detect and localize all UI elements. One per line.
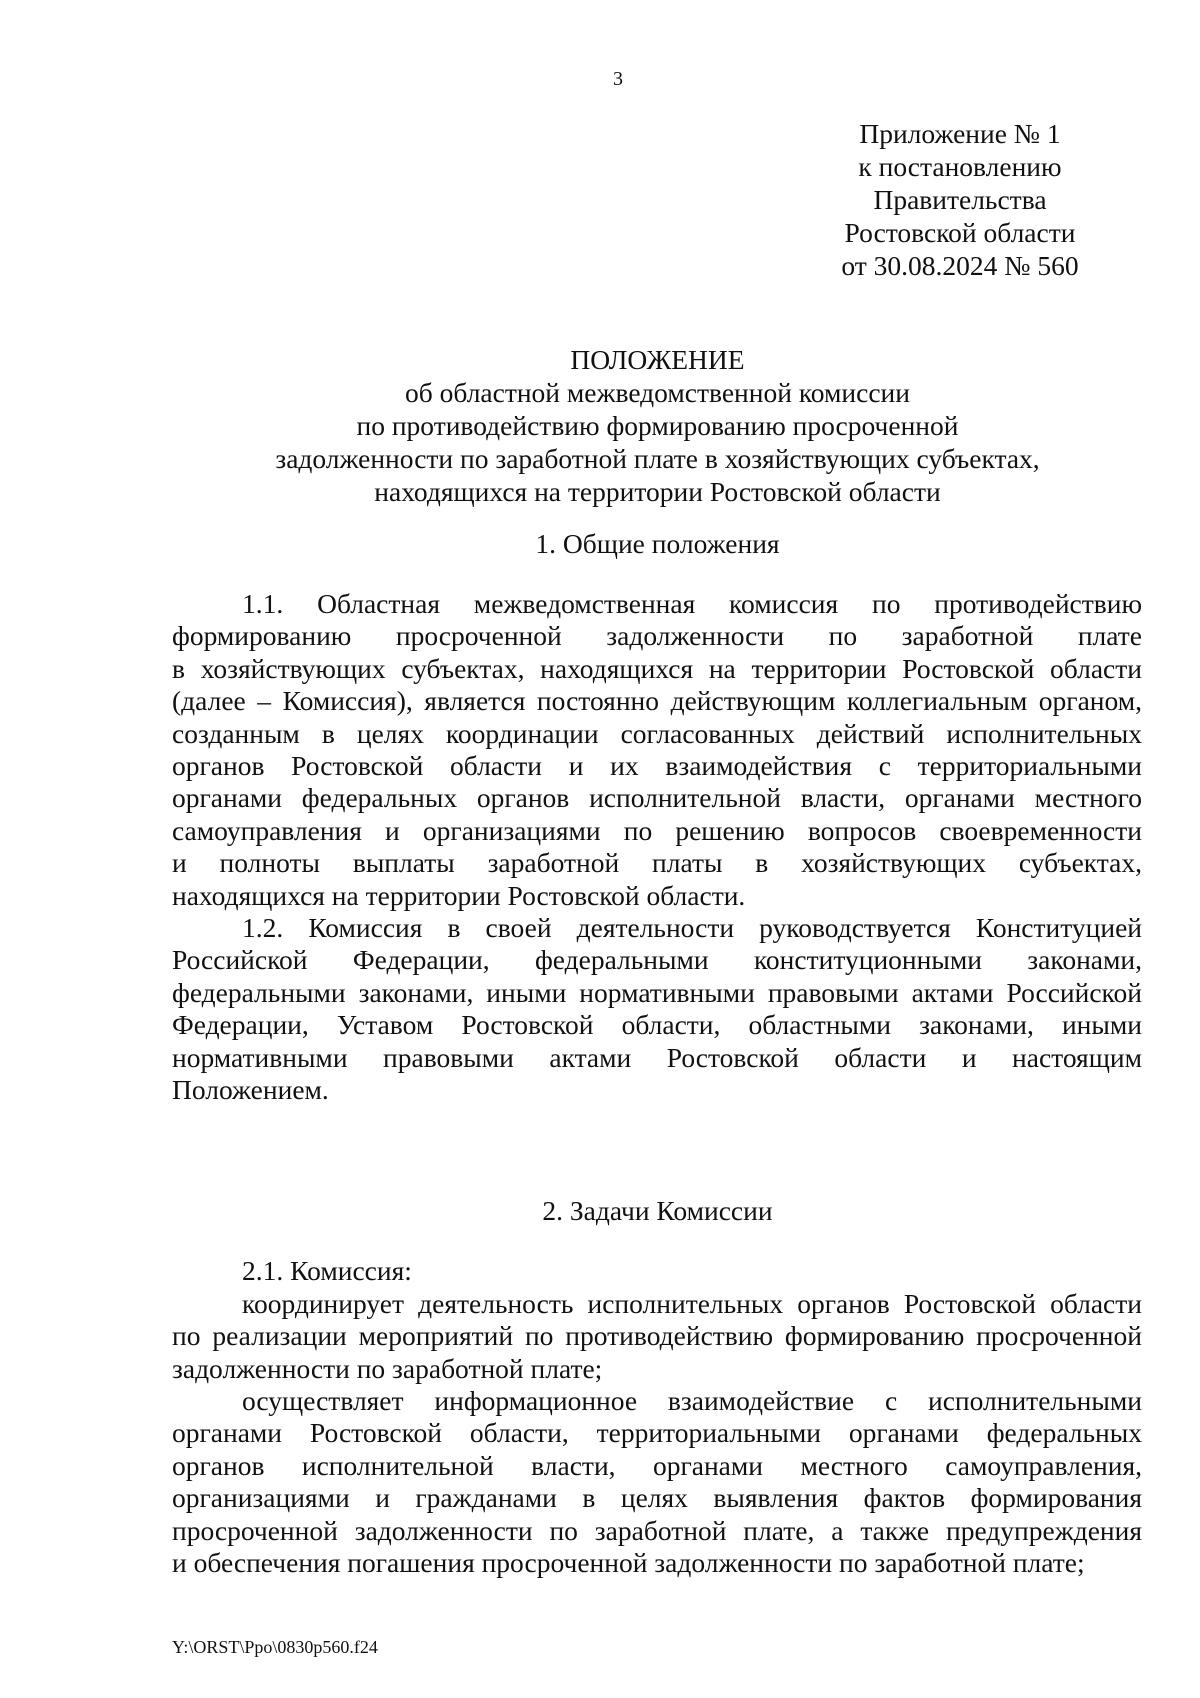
title-line: об областной межведомственной комиссии xyxy=(405,377,910,408)
text-line: федеральными законами, иными нормативными правовыми актами Российской xyxy=(172,976,1142,1008)
appendix-line: Ростовской области xyxy=(844,217,1076,248)
text-line: осуществляет информационное взаимодействие с исполнительными xyxy=(242,1385,1142,1416)
text-line: Российской Федерации, федеральными конституционными законами, xyxy=(172,944,1142,976)
section-1-heading: 1. Общие положения xyxy=(535,528,780,559)
text-line: органов Ростовской области и их взаимодействия с территориальными xyxy=(172,749,1142,781)
text-line: созданным в целях координации согласованных действий исполнительных xyxy=(172,717,1142,749)
text-line: по реализации мероприятий по противодействию формированию просроченной xyxy=(172,1320,1142,1352)
title-line: по противодействию формированию просроченной xyxy=(356,410,959,441)
text-line: (далее – Комиссия), является постоянно действующим коллегиальным органом, xyxy=(172,685,1142,717)
text-line: органов исполнительной власти, органами местного самоуправления, xyxy=(172,1449,1142,1481)
text-line: органами Ростовской области, территориальными органами федеральных xyxy=(172,1417,1142,1449)
appendix-block xyxy=(820,117,1100,282)
title-heading: ПОЛОЖЕНИЕ xyxy=(570,344,745,375)
text-line: Положением. xyxy=(172,1073,329,1105)
title-line: задолженности по заработной плате в хозяйствующих субъектах, xyxy=(275,443,1040,474)
title-line: находящихся на территории Ростовской области xyxy=(374,476,941,507)
paragraph-1-2 xyxy=(172,912,1142,1106)
paragraph-1-1 xyxy=(172,588,1142,912)
document-title xyxy=(170,343,1145,508)
text-line: в хозяйствующих субъектах, находящихся на территории Ростовской области xyxy=(172,652,1142,684)
text-line: задолженности по заработной плате; xyxy=(172,1352,603,1384)
text-line: организациями и гражданами в целях выявления фактов формирования xyxy=(172,1482,1142,1514)
paragraph-2-1-item-1 xyxy=(172,1288,1142,1385)
text-line: и полноты выплаты заработной платы в хозяйствующих субъектах, xyxy=(172,847,1142,879)
text-line: просроченной задолженности по заработной плате, а также предупреждения xyxy=(172,1514,1142,1546)
appendix-line: Приложение № 1 xyxy=(859,118,1061,149)
text-line: органами федеральных органов исполнительной власти, органами местного xyxy=(172,782,1142,814)
text-line: самоуправления и организациями по решению вопросов своевременности xyxy=(172,814,1142,846)
paragraph-2-1-item-2 xyxy=(172,1385,1142,1579)
text-line: формированию просроченной задолженности по заработной плате xyxy=(172,620,1142,652)
paragraph-2-1 xyxy=(172,1255,1142,1287)
text-line: находящихся на территории Ростовской области. xyxy=(172,879,746,911)
text-line: 2.1. Комиссия: xyxy=(242,1255,412,1286)
page-number: 3 xyxy=(613,68,623,90)
appendix-line: к постановлению xyxy=(858,151,1062,182)
text-line: координирует деятельность исполнительных органов Ростовской области xyxy=(242,1288,1142,1319)
text-line: Федерации, Уставом Ростовской области, областными законами, иными xyxy=(172,1009,1142,1041)
footer-file-path: Y:\ORST\Ppo\0830p560.f24 xyxy=(172,1637,378,1657)
appendix-line: Правительства xyxy=(873,184,1047,215)
appendix-line: от 30.08.2024 № 560 xyxy=(841,250,1079,281)
text-line: нормативными правовыми актами Ростовской области и настоящим xyxy=(172,1041,1142,1073)
section-2-heading: 2. Задачи Комиссии xyxy=(542,1195,773,1226)
text-line: 1.2. Комиссия в своей деятельности руководствуется Конституцией xyxy=(242,912,1142,943)
text-line: 1.1. Областная межведомственная комиссия по противодействию xyxy=(242,588,1142,619)
text-line: и обеспечения погашения просроченной задолженности по заработной плате; xyxy=(172,1546,1085,1578)
